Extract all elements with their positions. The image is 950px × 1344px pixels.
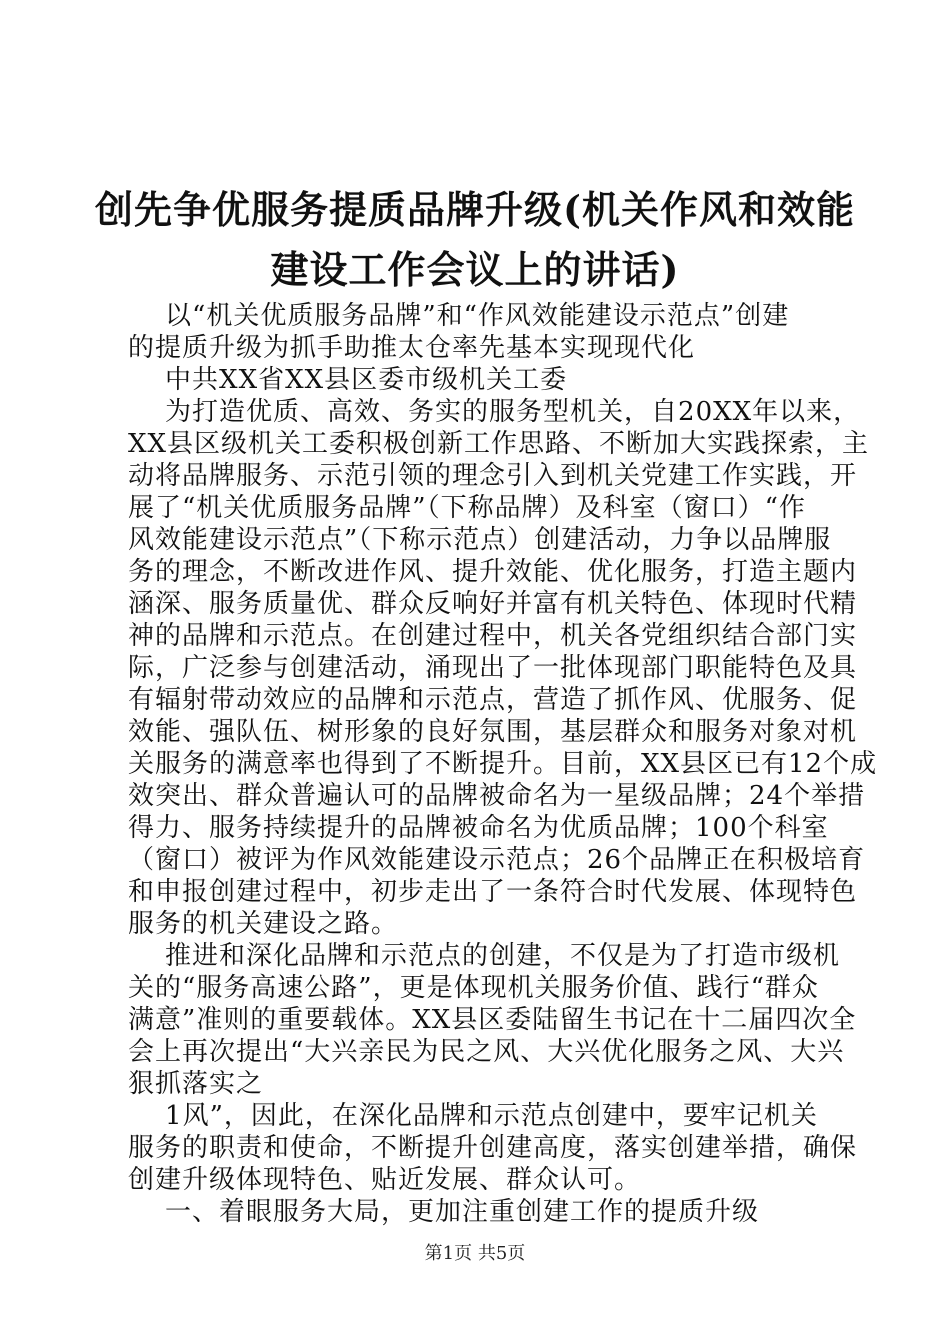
document-title-line-1: 创先争优服务提质品牌升级(机关作风和效能 xyxy=(95,187,855,232)
document-title-line-2: 建设工作会议上的讲话) xyxy=(270,247,680,292)
body-text-line: 风效能建设示范点”（下称示范点）创建活动，力争以品牌服 xyxy=(128,525,832,555)
body-text-line: 效突出、群众普遍认可的品牌被命名为一星级品牌；24个举措 xyxy=(128,781,866,811)
body-text-line: 关的“服务高速公路”，更是体现机关服务价值、践行“群众 xyxy=(128,973,819,1003)
body-text-line: 神的品牌和示范点。在创建过程中，机关各党组织结合部门实 xyxy=(128,621,858,651)
body-text-line: 服务的职责和使命，不断提升创建高度，落实创建举措，确保 xyxy=(128,1133,858,1163)
body-text-line: 一、着眼服务大局，更加注重创建工作的提质升级 xyxy=(128,1197,760,1227)
body-text-line: 狠抓落实之 xyxy=(128,1069,264,1099)
body-text-line: 展了“机关优质服务品牌”（下称品牌）及科室（窗口）“作 xyxy=(128,493,806,523)
body-text-line: 得力、服务持续提升的品牌被命名为优质品牌；100个科室 xyxy=(128,813,829,843)
page-footer: 第1页 共5页 xyxy=(424,1243,526,1264)
body-text-line: 1风”，因此，在深化品牌和示范点创建中，要牢记机关 xyxy=(128,1101,818,1131)
body-text-line: 以“机关优质服务品牌”和“作风效能建设示范点”创建 xyxy=(128,301,790,331)
body-text-line: 动将品牌服务、示范引领的理念引入到机关党建工作实践，开 xyxy=(128,461,858,491)
body-text-line: 关服务的满意率也得到了不断提升。目前，XX县区已有12个成 xyxy=(128,749,878,779)
body-text-line: 推进和深化品牌和示范点的创建，不仅是为了打造市级机 xyxy=(128,941,841,971)
body-text-line: 和申报创建过程中，初步走出了一条符合时代发展、体现特色 xyxy=(128,877,858,907)
body-text-line: 际，广泛参与创建活动，涌现出了一批体现部门职能特色及具 xyxy=(128,653,858,683)
body-text-line: 为打造优质、高效、务实的服务型机关，自20XX年以来， xyxy=(128,397,861,427)
body-text-line: 有辐射带动效应的品牌和示范点，营造了抓作风、优服务、促 xyxy=(128,685,858,715)
body-text-line: 创建升级体现特色、贴近发展、群众认可。 xyxy=(128,1165,642,1195)
body-text-line: XX县区级机关工委积极创新工作思路、不断加大实践探索，主 xyxy=(128,429,870,459)
body-text-line: （窗口）被评为作风效能建设示范点；26个品牌正在积极培育 xyxy=(128,845,866,875)
body-text-line: 务的理念，不断改进作风、提升效能、优化服务，打造主题内 xyxy=(128,557,858,587)
body-text-line: 满意”准则的重要载体。XX县区委陆留生书记在十二届四次全 xyxy=(128,1005,857,1035)
body-text-line: 的提质升级为抓手助推太仓率先基本实现现代化 xyxy=(128,333,696,363)
body-text-line: 涵深、服务质量优、群众反响好并富有机关特色、体现时代精 xyxy=(128,589,858,619)
body-text-line: 会上再次提出“大兴亲民为民之风、大兴优化服务之风、大兴 xyxy=(128,1037,845,1067)
body-text-line: 中共XX省XX县区委市级机关工委 xyxy=(128,365,568,395)
body-text-line: 服务的机关建设之路。 xyxy=(128,909,399,939)
body-text-line: 效能、强队伍、树形象的良好氛围，基层群众和服务对象对机 xyxy=(128,717,858,747)
